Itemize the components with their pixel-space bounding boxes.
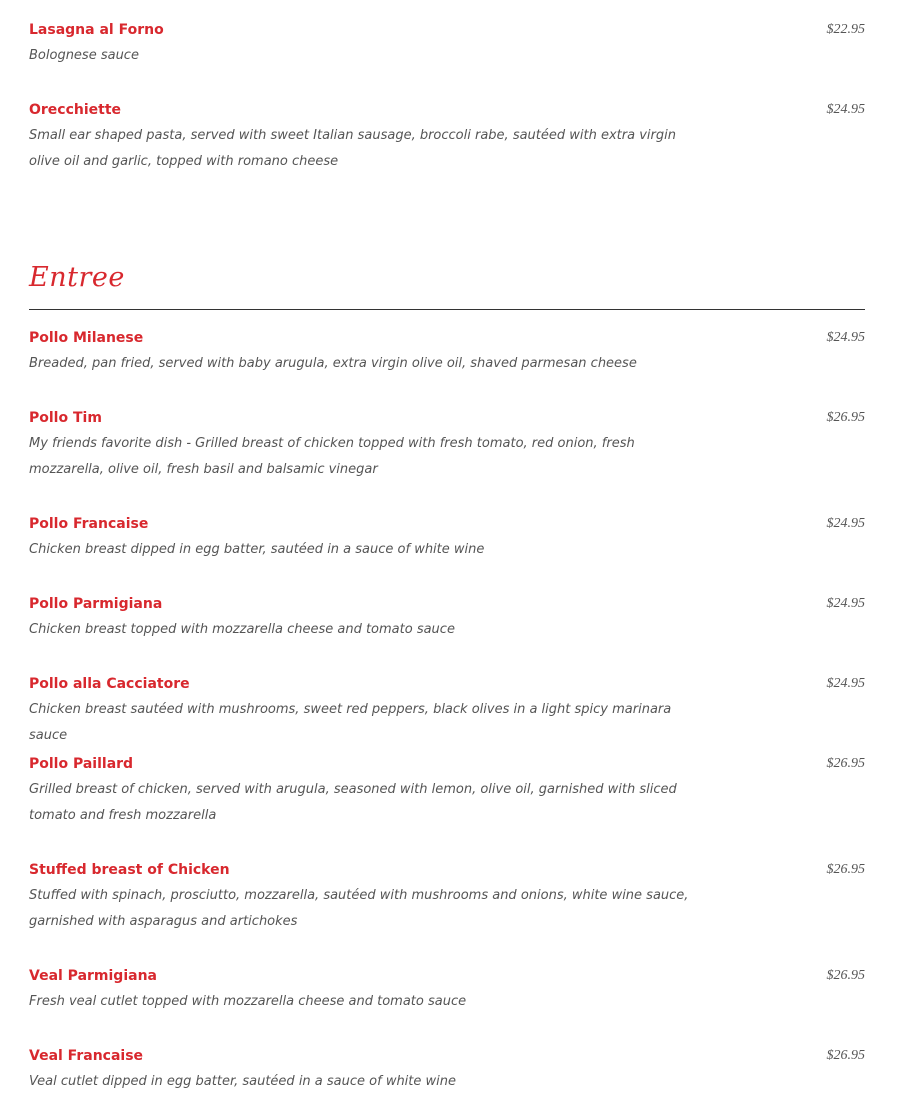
item-name: Pollo Tim (29, 410, 102, 426)
item-name: Pollo Milanese (29, 330, 144, 346)
item-name: Pollo Paillard (29, 756, 134, 772)
item-description: Bolognese sauce (29, 48, 139, 63)
item-price: $26.95 (826, 410, 865, 425)
menu-item-lasagna-al-forno (29, 21, 865, 69)
menu-item-pollo-parmigiana (29, 595, 865, 643)
menu-item-pollo-paillard (29, 755, 865, 829)
item-name: Pollo Parmigiana (29, 596, 163, 612)
item-description: Chicken breast dipped in egg batter, sautéed in a sauce of white wine (29, 542, 485, 557)
item-name: Veal Francaise (29, 1048, 144, 1064)
menu-item-pollo-tim (29, 409, 865, 483)
item-price: $26.95 (826, 968, 865, 983)
menu-item-pollo-francaise (29, 515, 865, 563)
item-price: $24.95 (826, 330, 865, 345)
item-name: Orecchiette (29, 102, 122, 118)
item-description: Grilled breast of chicken, served with arugula, seasoned with lemon, olive oil, garnished with sliced tomato and fresh mozzarella (29, 782, 677, 823)
item-name: Veal Parmigiana (29, 968, 157, 984)
menu-item-orecchiette (29, 101, 865, 175)
item-description: Stuffed with spinach, prosciutto, mozzarella, sautéed with mushrooms and onions, white wine sauce, garnished with asparagus and artichokes (29, 888, 689, 929)
item-description: My friends favorite dish - Grilled breast of chicken topped with fresh tomato, red onion, fresh mozzarella, olive oil, fresh basil and balsamic vinegar (29, 436, 635, 477)
menu-item-pollo-alla-cacciatore (29, 675, 865, 749)
menu-item-pollo-milanese (29, 329, 865, 377)
item-description: Small ear shaped pasta, served with sweet Italian sausage, broccoli rabe, sautéed with extra virgin olive oil and garlic, topped with romano cheese (29, 128, 676, 169)
item-price: $24.95 (826, 676, 865, 691)
item-name: Pollo alla Cacciatore (29, 676, 190, 692)
item-name: Pollo Francaise (29, 516, 149, 532)
item-description: Chicken breast topped with mozzarella cheese and tomato sauce (29, 622, 455, 637)
item-description: Chicken breast sautéed with mushrooms, sweet red peppers, black olives in a light spicy marinara sauce (29, 702, 672, 743)
section-divider (29, 309, 865, 310)
item-name: Lasagna al Forno (29, 22, 164, 38)
section-title-entree: Entree (29, 262, 125, 293)
menu-item-stuffed-breast-of-chicken (29, 861, 865, 935)
item-price: $22.95 (826, 22, 865, 37)
menu-item-veal-parmigiana (29, 967, 865, 1015)
item-price: $24.95 (826, 516, 865, 531)
item-price: $24.95 (826, 596, 865, 611)
item-price: $24.95 (826, 102, 865, 117)
item-price: $26.95 (826, 862, 865, 877)
item-description: Veal cutlet dipped in egg batter, sautéed in a sauce of white wine (29, 1074, 457, 1089)
item-price: $26.95 (826, 756, 865, 771)
item-name: Stuffed breast of Chicken (29, 862, 230, 878)
item-description: Breaded, pan fried, served with baby arugula, extra virgin olive oil, shaved parmesan cheese (29, 356, 637, 371)
item-description: Fresh veal cutlet topped with mozzarella cheese and tomato sauce (29, 994, 467, 1009)
menu-item-veal-francaise (29, 1047, 865, 1095)
item-price: $26.95 (826, 1048, 865, 1063)
